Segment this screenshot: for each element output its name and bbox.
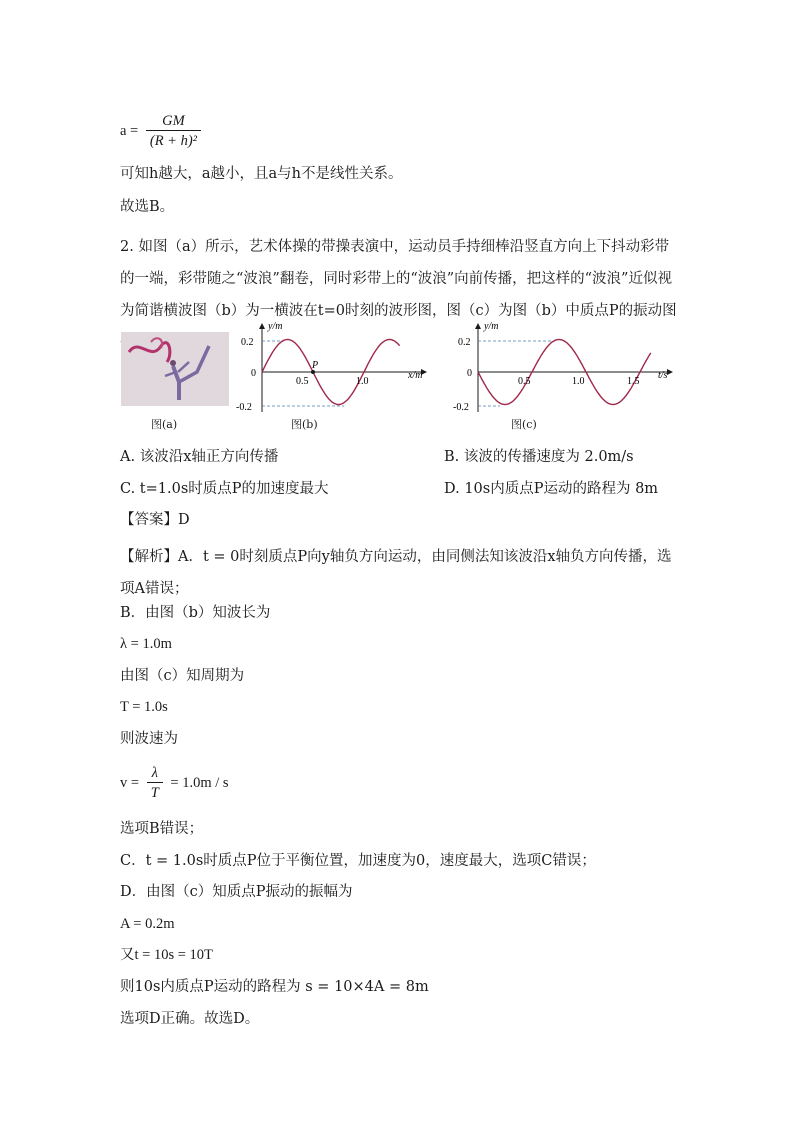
analysis-b-wrong: 选项B错误； <box>120 821 204 837</box>
formula-numerator: GM <box>146 112 201 131</box>
formula-lhs: a = <box>120 122 139 139</box>
figure-b-chart <box>232 320 432 415</box>
point-p-label: P <box>312 360 319 371</box>
question-text: 如图（a）所示，艺术体操的带操表演中，运动员手持细棒沿竖直方向上下抖动彩带的一端，彩带随之“波浪”翻卷，同时彩带上的“波浪”向前传播，把这样的“波浪”近似视为简谐横波图（b）为一横波在t=0时刻的波形图，图（c）为图（b）中质点P的振动图 <box>120 239 677 319</box>
formula-acceleration <box>120 112 205 151</box>
answer-line: 【答案】D <box>120 512 190 528</box>
question-number: 2. <box>120 239 134 255</box>
x-tick-0-5: 0.5 <box>296 376 309 387</box>
analysis-period: T = 1.0s <box>120 699 168 715</box>
analysis-conclusion: 选项D正确。故选D。 <box>120 1011 260 1027</box>
figure-c-chart <box>450 320 675 415</box>
x-tick-1-0: 1.0 <box>356 376 369 387</box>
analysis-a-text: A．t = 0时刻质点P向y轴负方向运动，由同侧法知该波沿x轴负方向传播，选项A错误； <box>120 549 672 597</box>
analysis-c-text: C．t = 1.0s时质点P位于平衡位置，加速度为0，速度最大，选项C错误； <box>120 853 596 869</box>
option-d[interactable]: D. 10s内质点P运动的路程为 8m <box>444 481 659 497</box>
speed-lhs: v = <box>120 774 140 791</box>
y-axis-label: y/m <box>484 321 499 332</box>
analysis-b-intro: B．由图（b）知波长为 <box>120 605 271 621</box>
speed-rhs: = 1.0m / s <box>170 774 229 791</box>
figure-c <box>450 320 675 419</box>
y-tick-bottom: -0.2 <box>236 402 252 413</box>
x-tick-1-0: 1.0 <box>572 376 585 387</box>
speed-denominator: T <box>150 785 159 801</box>
figure-c-caption: 图(c) <box>511 418 537 431</box>
x-axis-label: x/m <box>408 370 423 381</box>
figure-b-caption: 图(b) <box>291 418 318 431</box>
analysis-amplitude: A = 0.2m <box>120 916 175 932</box>
select-b-line: 故选B。 <box>120 199 175 215</box>
x-tick-0-5: 0.5 <box>518 376 531 387</box>
y-tick-top: 0.2 <box>241 337 254 348</box>
x-axis-label: t/s <box>658 370 668 381</box>
analysis-lambda: λ = 1.0m <box>120 636 172 652</box>
y-axis-label: y/m <box>268 321 283 332</box>
formula-denominator: (R + h)² <box>149 133 198 149</box>
analysis-time: 又t = 10s = 10T <box>120 947 213 963</box>
speed-fraction <box>147 764 163 803</box>
figure-a <box>121 332 229 406</box>
option-a[interactable]: A. 该波沿x轴正方向传播 <box>120 449 279 465</box>
origin-label: 0 <box>467 368 472 379</box>
analysis-speed-intro: 则波速为 <box>120 731 178 747</box>
x-tick-1-5: 1.5 <box>627 376 640 387</box>
speed-numerator: λ <box>147 764 163 783</box>
analysis-c-intro: 由图（c）知周期为 <box>120 668 245 684</box>
option-b[interactable]: B. 该波的传播速度为 2.0m/s <box>444 449 634 465</box>
origin-label: 0 <box>251 368 256 379</box>
analysis-d-intro: D．由图（c）知质点P振动的振幅为 <box>120 884 353 900</box>
analysis-path: 则10s内质点P运动的路程为 s = 10×4A = 8m <box>120 979 429 995</box>
formula-speed <box>120 764 229 803</box>
gymnast-photo <box>121 332 229 406</box>
conclusion-line: 可知h越大，a越小，且a与h不是线性关系。 <box>120 166 403 182</box>
analysis-a <box>120 541 680 605</box>
figure-a-caption: 图(a) <box>151 418 178 431</box>
formula-fraction <box>146 112 201 151</box>
analysis-tag: 【解析】 <box>120 549 178 565</box>
y-tick-top: 0.2 <box>458 337 471 348</box>
figure-b <box>232 320 432 419</box>
option-c[interactable]: C. t=1.0s时质点P的加速度最大 <box>120 481 329 497</box>
y-tick-bottom: -0.2 <box>453 402 469 413</box>
